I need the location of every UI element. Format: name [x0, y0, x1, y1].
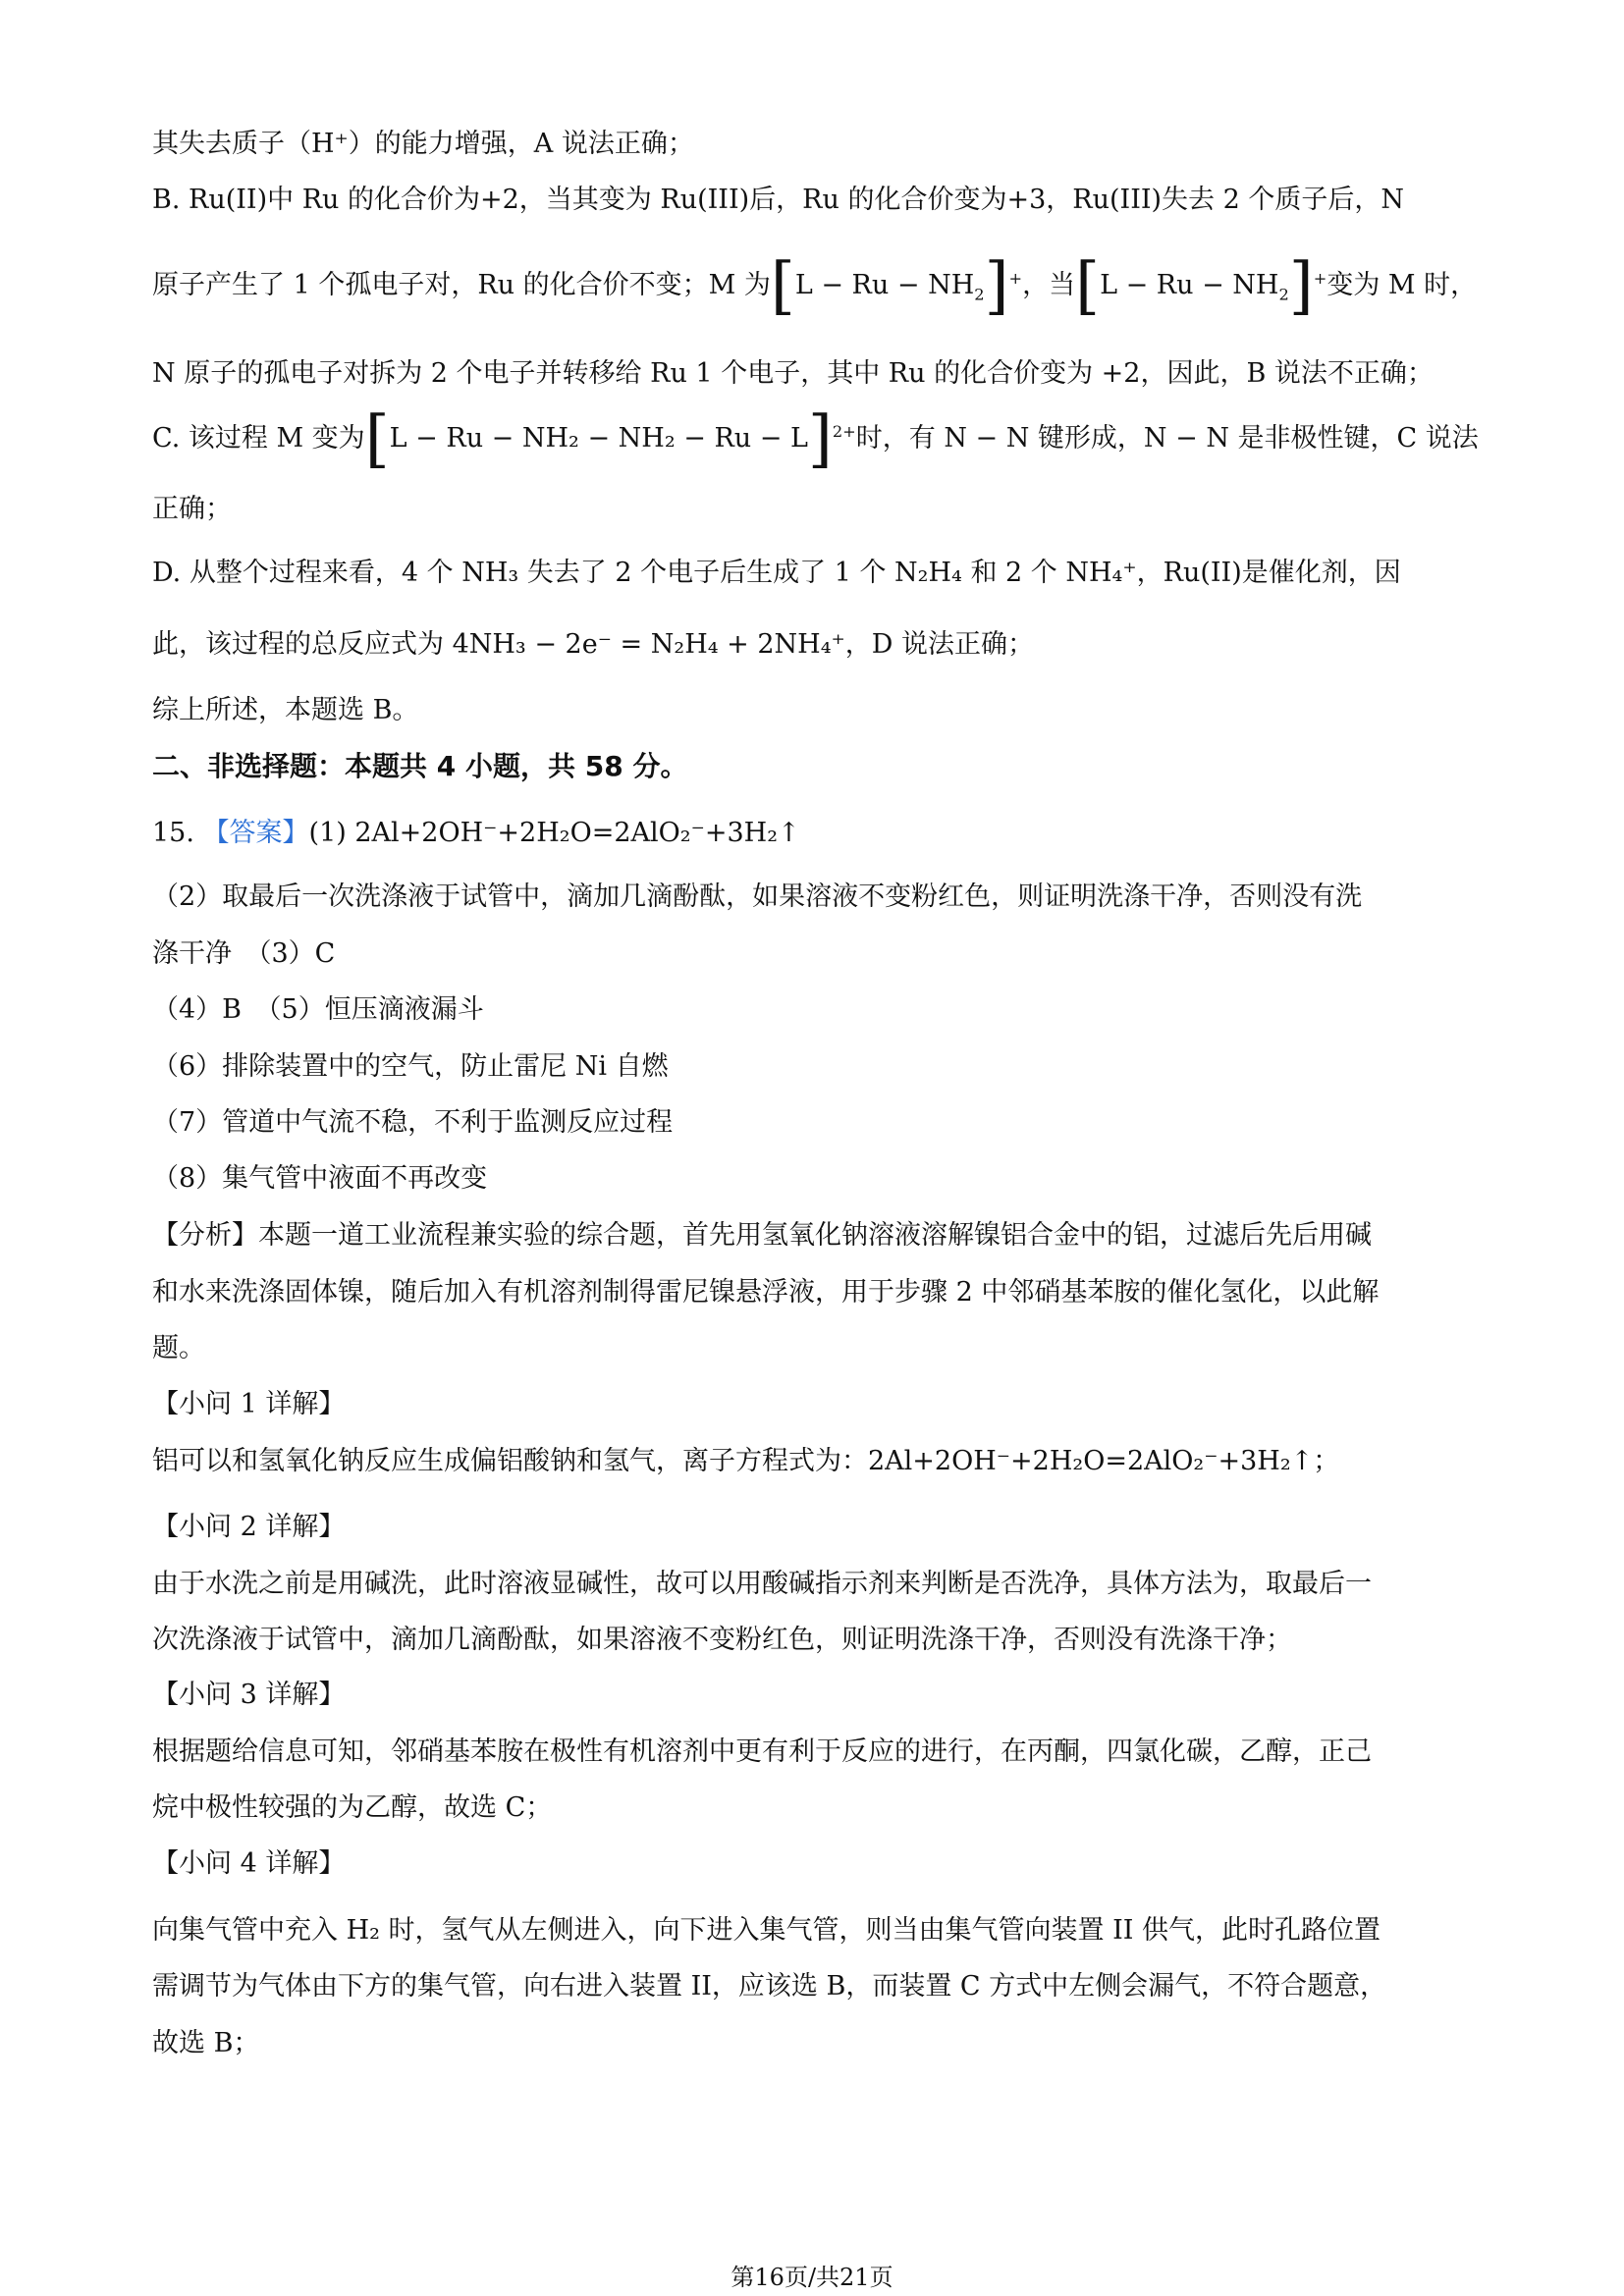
text-segment: 原子产生了 1 个孤电子对，Ru 的化合价不变；M 为: [152, 270, 771, 300]
bracket-right: ]: [807, 402, 833, 476]
formula-dimer: L − Ru − NH₂ − NH₂ − Ru − L: [389, 423, 808, 454]
text-line: 题。: [152, 1333, 205, 1363]
text-line: 其失去质子（H⁺）的能力增强，A 说法正确；: [152, 129, 694, 159]
text-segment: C. 该过程 M 变为: [152, 423, 365, 454]
answer-line: [152, 815, 1487, 852]
text-line: 原子产生了 1 个孤电子对，Ru 的化合价不变；M 为$[L - Ru - NH_2]^+$，当$[L - Ru - NH_2]^+$变为 M 时，: [152, 249, 1478, 323]
text-line: 需调节为气体由下方的集气管，向右进入装置 II，应该选 B，而装置 C 方式中左侧会漏气，不符合题意，: [152, 1971, 1387, 2002]
text-line: 综上所述，本题选 B。: [152, 695, 419, 725]
answer-text: (1) 2Al+2OH⁻+2H₂O=2AlO₂⁻+3H₂↑: [308, 818, 800, 848]
text-line: （2）取最后一次洗涤液于试管中，滴加几滴酚酞，如果溶液不变粉红色，则证明洗涤干净，否则没有洗: [152, 881, 1363, 912]
text-line: B. Ru(II)中 Ru 的化合价为+2，当其变为 Ru(III)后，Ru 的化合价变为+3，Ru(III)失去 2 个质子后，N: [152, 185, 1405, 215]
question-number: 15.: [152, 818, 194, 848]
text-line: 【分析】本题一道工业流程兼实验的综合题，首先用氢氧化钠溶液溶解镍铝合金中的铝，过滤后先后用碱: [152, 1220, 1372, 1251]
text-line: 烷中极性较强的为乙醇，故选 C；: [152, 1792, 553, 1823]
text-line: 铝可以和氢氧化钠反应生成偏铝酸钠和氢气，离子方程式为：2Al+2OH⁻+2H₂O=2AlO₂⁻+3H₂↑；: [152, 1446, 1340, 1476]
text-line: D. 从整个过程来看，4 个 NH₃ 失去了 2 个电子后生成了 1 个 N₂H₄ 和 2 个 NH₄⁺，Ru(II)是催化剂，因: [152, 558, 1401, 588]
formula-m: L − Ru − NH: [794, 270, 975, 300]
text-line: N 原子的孤电子对拆为 2 个电子并转移给 Ru 1 个电子，其中 Ru 的化合价变为 +2，因此，B 说法不正确；: [152, 358, 1434, 389]
text-line: （7）管道中气流不稳，不利于监测反应过程: [152, 1107, 674, 1138]
formula-complex: L − Ru − NH: [1100, 270, 1279, 300]
subheading: 【小问 3 详解】: [152, 1680, 346, 1710]
text-line: 根据题给信息可知，邻硝基苯胺在极性有机溶剂中更有利于反应的进行，在丙酮，四氯化碳，乙醇，正己: [152, 1736, 1372, 1767]
bracket-left: [: [364, 402, 390, 476]
text-line: 涤干净 （3）C: [152, 938, 336, 969]
text-line: 此，该过程的总反应式为 4NH₃ − 2e⁻ = N₂H₄ + 2NH₄⁺，D 说法正确；: [152, 629, 1034, 660]
text-line: 次洗涤液于试管中，滴加几滴酚酞，如果溶液不变粉红色，则证明洗涤干净，否则没有洗涤干净；: [152, 1625, 1292, 1655]
bracket-right: ]: [984, 249, 1009, 323]
page-footer: 第16页/共21页: [731, 2264, 893, 2291]
bracket-right: ]: [1288, 249, 1314, 323]
text-line: （8）集气管中液面不再改变: [152, 1163, 488, 1194]
answer-tag: 【答案】: [202, 818, 309, 848]
bracket-left: [: [770, 249, 795, 323]
text-line: 正确；: [152, 494, 232, 524]
text-line: 故选 B；: [152, 2028, 260, 2058]
text-line: C. 该过程 M 变为$[L - Ru - NH_2 - NH_2 - Ru - L]^{2+}$时，有 N − N 键形成，N − N 是非极性键，C 说法: [152, 402, 1479, 476]
text-line: （4）B （5）恒压滴液漏斗: [152, 994, 484, 1025]
subheading: 【小问 2 详解】: [152, 1512, 346, 1542]
text-line: 和水来洗涤固体镍，随后加入有机溶剂制得雷尼镍悬浮液，用于步骤 2 中邻硝基苯胺的催化氢化，以此解: [152, 1277, 1380, 1308]
subheading: 【小问 1 详解】: [152, 1389, 346, 1419]
text-segment: 变为 M 时，: [1326, 270, 1478, 300]
subheading: 【小问 4 详解】: [152, 1848, 346, 1879]
text-line: （6）排除装置中的空气，防止雷尼 Ni 自燃: [152, 1051, 669, 1082]
text-line: 由于水洗之前是用碱洗，此时溶液显碱性，故可以用酸碱指示剂来判断是否洗净，具体方法为，取最后一: [152, 1569, 1372, 1599]
section-heading: 二、非选择题：本题共 4 小题，共 58 分。: [152, 750, 688, 782]
text-segment: 时，有 N − N 键形成，N − N 是非极性键，C 说法: [855, 423, 1479, 454]
bracket-left: [: [1075, 249, 1101, 323]
text-segment: ，当: [1022, 270, 1076, 300]
text-line: 向集气管中充入 H₂ 时，氢气从左侧进入，向下进入集气管，则当由集气管向装置 II 供气，此时孔路位置: [152, 1915, 1381, 1946]
